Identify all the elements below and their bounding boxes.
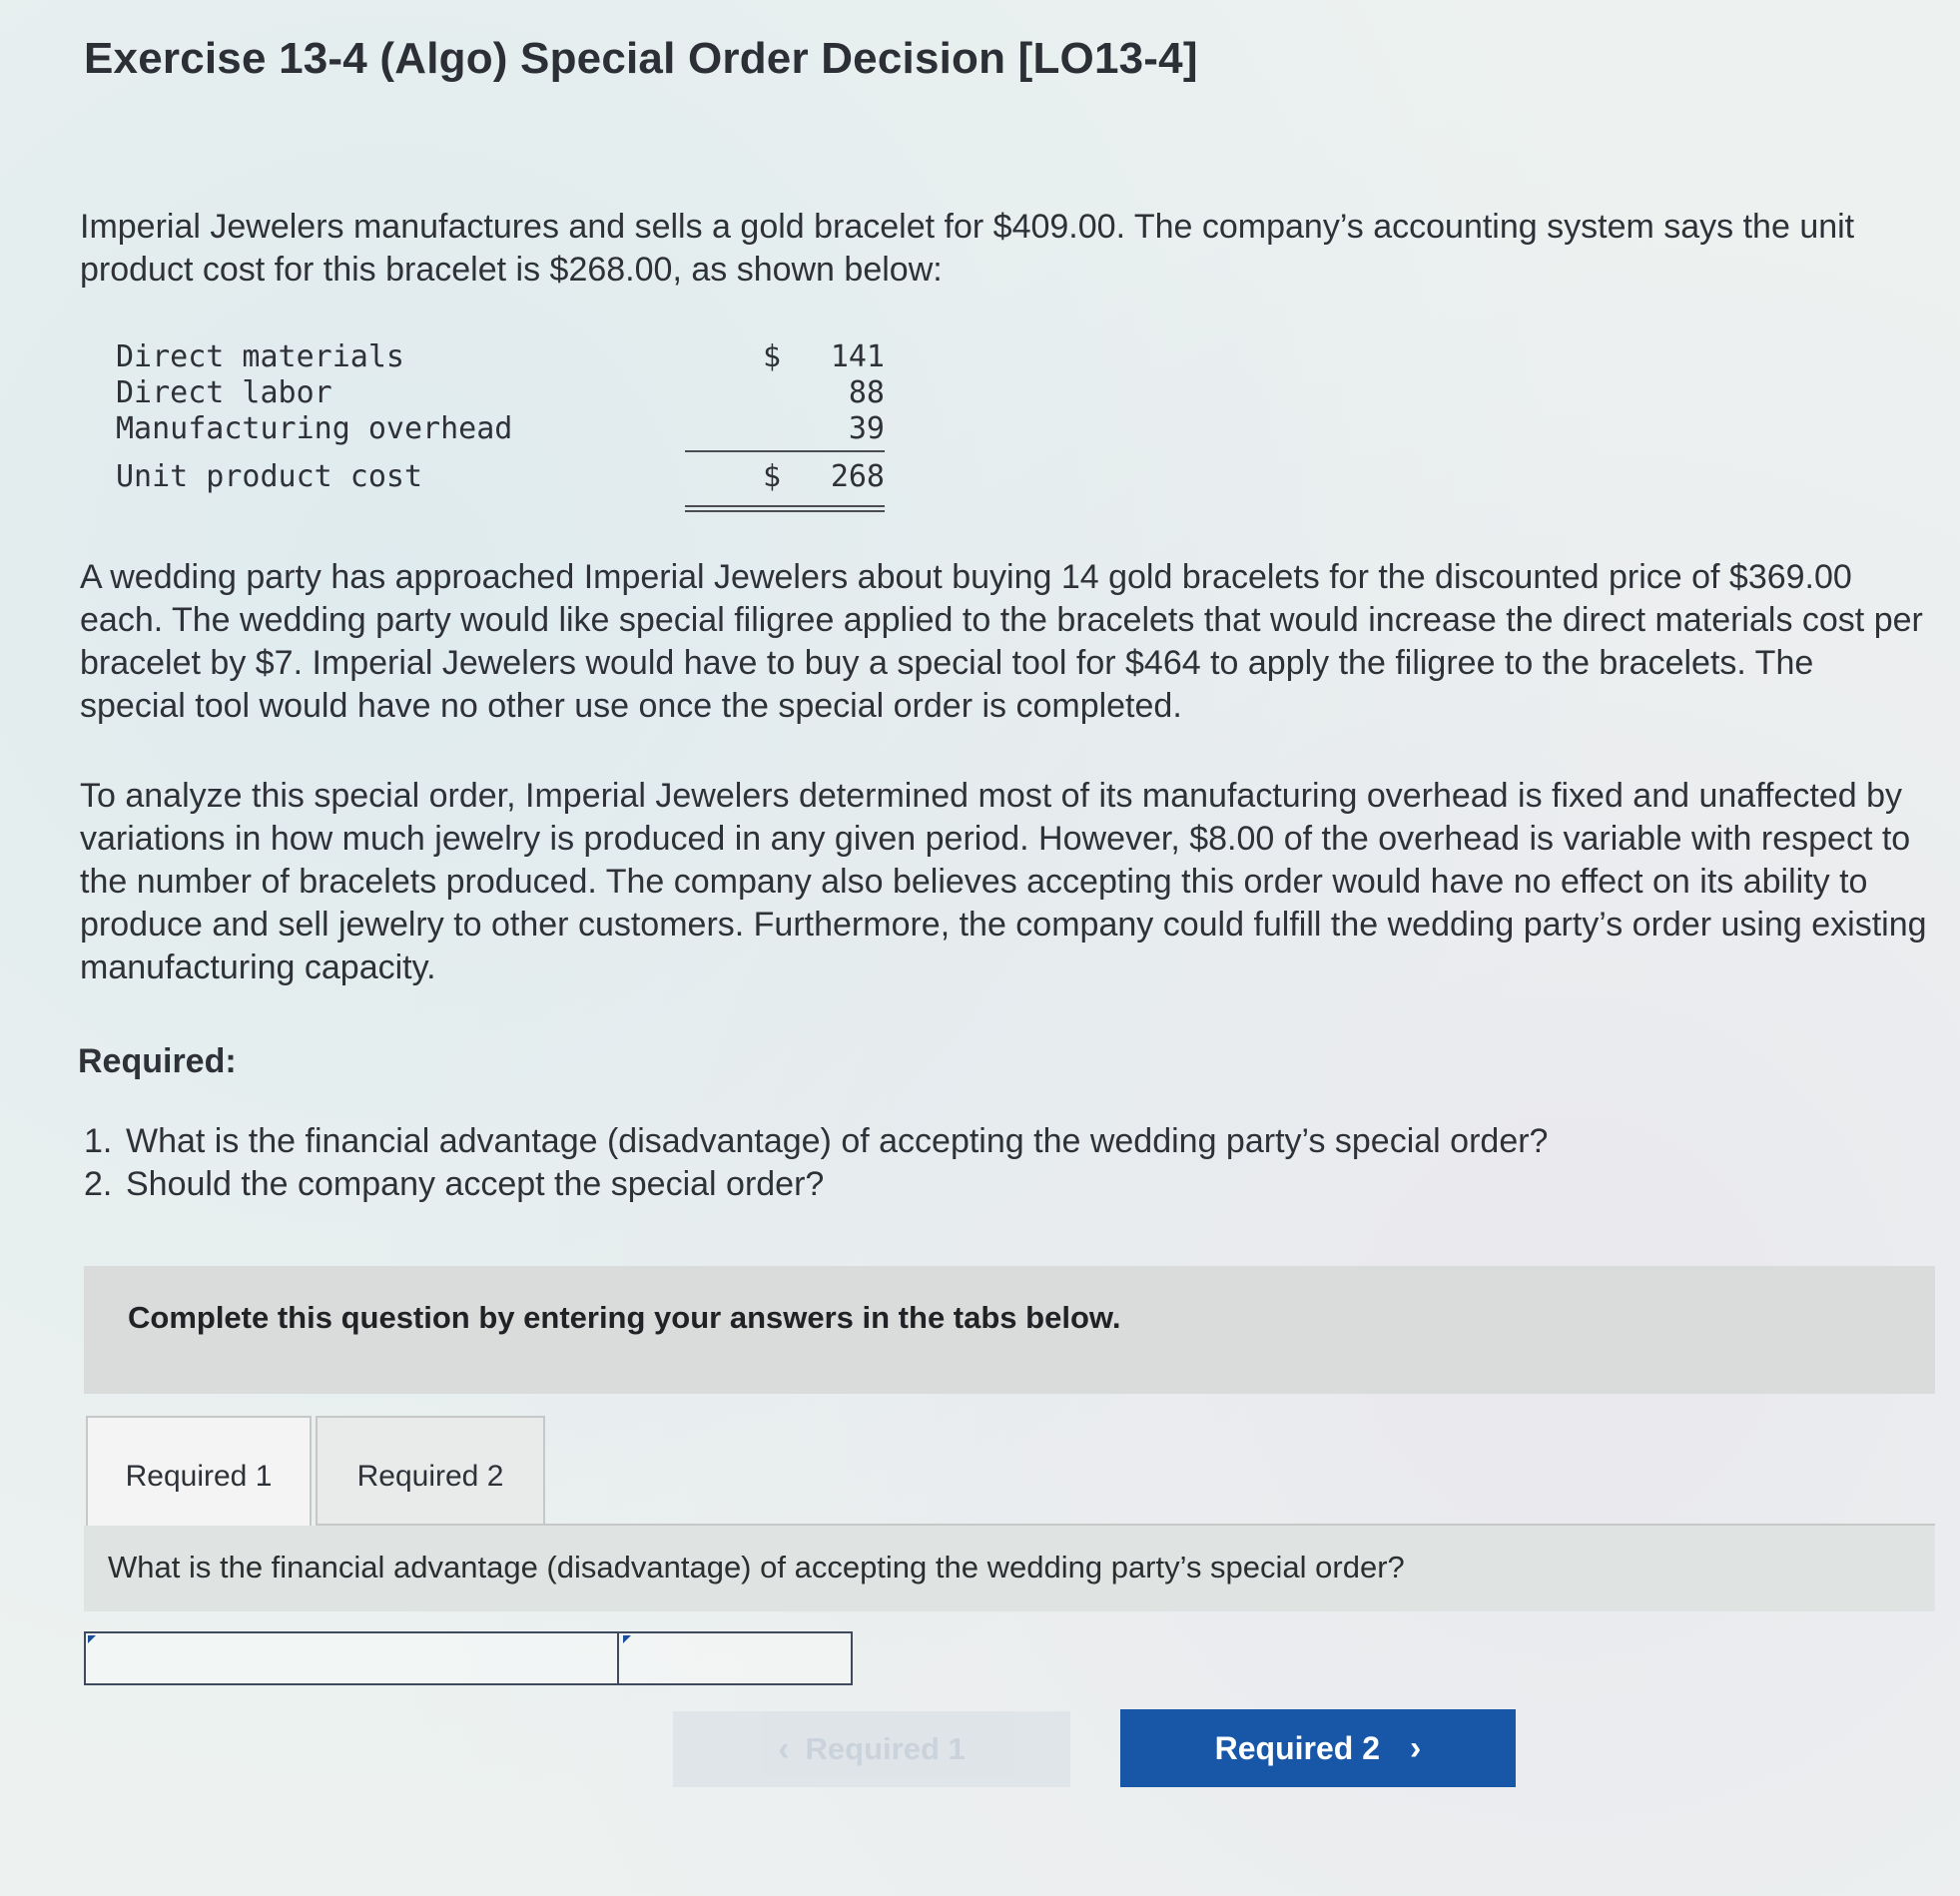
next-button-label: Required 2 (1214, 1729, 1381, 1766)
chevron-left-icon: ‹ (778, 1729, 790, 1768)
exercise-title: Exercise 13-4 (Algo) Special Order Decision [LO13-4] (84, 34, 1198, 83)
input-flag-icon (623, 1635, 631, 1643)
question-bar (84, 1526, 1935, 1611)
wedding-party-paragraph: A wedding party has approached Imperial Jewelers about buying 14 gold bracelets for the discounted price of $369.00 each. The wedding party would like special filigree applied to the bracelets that would increase the direct materials cost per bracelet by $7. Imperial Jewelers would have to buy a special tool for $464 to apply the filigree to the bracelets. The special tool would have no other use once the special order is completed. (80, 558, 1923, 725)
cost-row-direct-labor (116, 375, 885, 411)
dollar-sign: $ (763, 459, 782, 494)
cost-value: 88 (848, 375, 885, 410)
answer-row (84, 1631, 853, 1685)
input-flag-icon (88, 1635, 96, 1643)
cost-value: 39 (848, 411, 885, 446)
list-text: What is the financial advantage (disadvantage) of accepting the wedding party’s special order? (126, 1122, 1549, 1160)
analysis-paragraph: To analyze this special order, Imperial Jewelers determined most of its manufacturing overhead is fixed and unaffected by variations in how much jewelry is produced in any given period. However, $8.00 of the overhead is variable with respect to the number of bracelets produced. The company also believes accepting this order would have no effect on its ability to produce and sell jewelry to other customers. Furthermore, the company could fulfill the wedding party’s order using existing manufacturing capacity. (80, 777, 1927, 986)
tab-required-1[interactable] (86, 1416, 312, 1526)
list-text: Should the company accept the special order? (126, 1165, 825, 1203)
advantage-amount-input[interactable] (621, 1633, 851, 1683)
list-item (84, 1120, 1548, 1163)
cost-label: Direct materials (116, 339, 404, 374)
question-text: What is the financial advantage (disadvantage) of accepting the wedding party’s special order? (108, 1550, 1405, 1584)
required-heading: Required: (78, 1042, 237, 1080)
cost-row-manufacturing-overhead (116, 411, 885, 447)
advantage-label-dropdown[interactable] (86, 1633, 619, 1683)
total-value: 268 (830, 459, 885, 494)
cost-value: 141 (830, 339, 885, 374)
list-number: 2. (84, 1165, 113, 1203)
cost-label: Manufacturing overhead (116, 411, 513, 446)
cost-label: Direct labor (116, 375, 332, 410)
list-number: 1. (84, 1122, 113, 1160)
required-list (84, 1120, 1548, 1206)
cost-row-unit-product-cost (116, 459, 885, 495)
tab-label: Required 1 (125, 1460, 273, 1493)
cost-row-direct-materials (116, 339, 885, 375)
chevron-right-icon: › (1410, 1728, 1422, 1767)
next-required-button[interactable] (1120, 1709, 1516, 1787)
prev-required-button[interactable] (673, 1711, 1070, 1787)
subtotal-rule (685, 450, 885, 452)
list-item (84, 1163, 1548, 1206)
dollar-sign: $ (763, 339, 782, 374)
total-double-rule (685, 505, 885, 512)
intro-paragraph: Imperial Jewelers manufactures and sells a gold bracelet for $409.00. The company’s accounting system says the unit product cost for this bracelet is $268.00, as shown below: (80, 208, 1855, 289)
tab-required-2[interactable] (316, 1416, 545, 1526)
prev-button-label: Required 1 (805, 1731, 966, 1766)
total-label: Unit product cost (116, 459, 423, 494)
tab-label: Required 2 (356, 1460, 504, 1493)
instructions-text: Complete this question by entering your answers in the tabs below. (128, 1300, 1121, 1335)
instructions-banner (84, 1266, 1935, 1394)
